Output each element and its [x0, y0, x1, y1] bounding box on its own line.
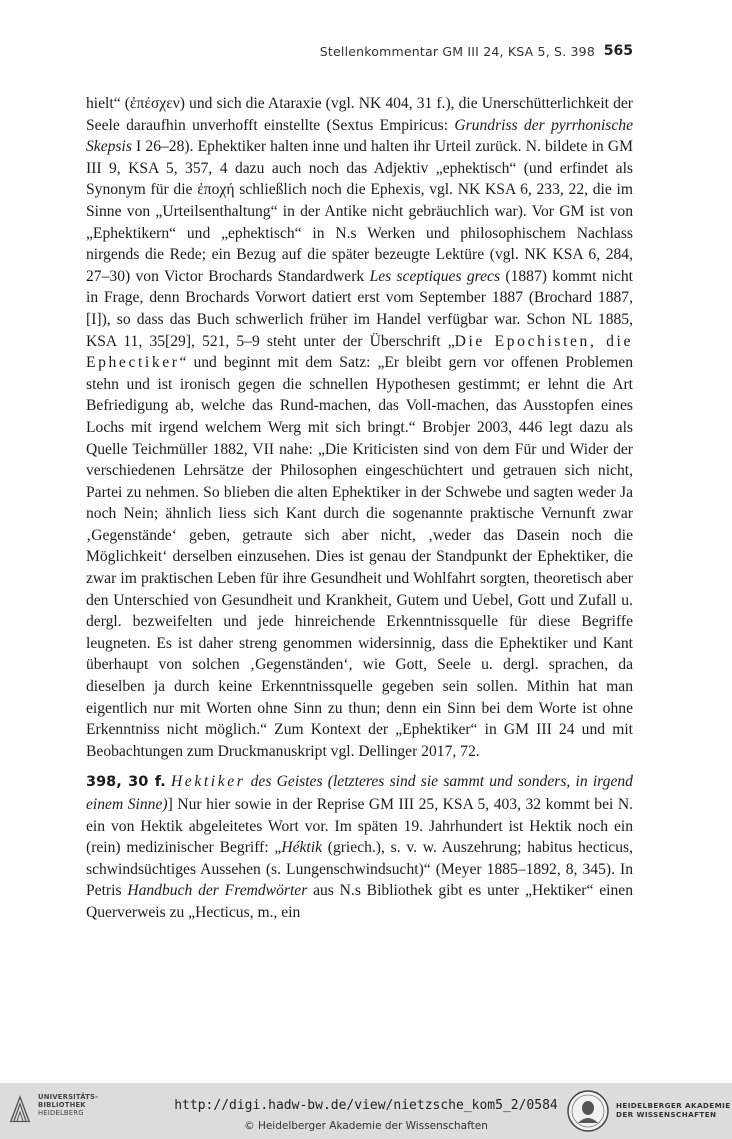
lemma-bracket: ] — [167, 796, 173, 813]
academy-name-line: HEIDELBERGER AKADEMIE — [616, 1101, 731, 1110]
text-run: I 26–28). Ephektiker halten inne und halten ihr Urteil zurück. N. bildete in GM III 9, KSA 5, 357, 4 dazu auch noch das Adjektiv „ephektisch“ (und erfindet als Synonym für die ἐποχή schließlich noch die Ephexis, vgl. NK KSA 6, 233, 22, die im Sinne von „Urteilsenthaltung“ in der Antike nicht gebräuchlich war). Vor GM ist von „Ephektikern“ und „ephektisch“ in N.s Werken und philosophischem Nachlass nirgends die Rede; ein Bezug auf die später bezeugte Lektüre (vgl. NK KSA 6, 284, 27–30) von Victor Brochards Standardwerk — [86, 138, 633, 285]
academy-name-line: DER WISSENSCHAFTEN — [616, 1110, 717, 1119]
permalink-url[interactable]: http://digi.hadw-bw.de/view/nietzsche_kom5_2/0584 — [174, 1098, 558, 1113]
paragraph-ephektiker — [86, 93, 633, 762]
library-name-line: UNIVERSITÄTS- — [38, 1093, 99, 1101]
lemma-reference: 398, 30 f. — [86, 774, 166, 791]
term-hektik: Héktik — [281, 839, 323, 857]
copyright-notice: © Heidelberger Akademie der Wissenschaften — [244, 1120, 488, 1132]
library-name-line: BIBLIOTHEK — [38, 1101, 86, 1109]
text-run: “ und beginnt mit dem Satz: „Er bleibt gern vor offenen Problemen stehn und ist ironisch gegen die schnellen Hypothesen gestimmt; er lehnt die Art Befriedigung ab, welche das Rund-machen, das Voll-machen, das Ausstopfen eines Lochs mit irgend welchem Werg mit sich bringt.“ Brobjer 2003, 446 legt dazu als Quelle Teichmüller 1882, VII nahe: „Die Kriticisten sind von dem Für und Wider der verschiedenen Lehrsätze der Philosophen eingeschüchtert und getrauen sich nicht, Partei zu nehmen. So blieben die alten Ephektiker in der Schwebe und sagten weder Ja noch Nein; ähnlich liess sich Kant durch die sogenannte praktische Vernunft zwar ‚Gegenstände‘ geben, getraute sich aber nicht, ‚weder das Dasein noch die Möglichkeit‘ derselben einzusehen. Dies ist genau der Standpunkt der Ephektiker, die zwar im praktischen Leben für ihre Gesundheit und Wohlfahrt sorgten, theoretisch aber den Unterschied von Gesundheit und Krankheit, Gutem und Uebel, Gott und Zufall u. dergl. bezweifelten und jede hinreichende Erkenntnissquelle für diese Begriffe leugneten. Es ist daher streng genommen widersinnig, dass die Ephektiker und Kant überhaupt von solchen ‚Gegenständen‘, wie Gott, Seele u. dergl. sprachen, da dieselben ja durch keine Erkenntnissquelle gegeben sein sollen. Mithin hat man eigentlich nur mit Worten ohne Sinn zu thun; denn ein Sinn bei dem Worte ist ohne Erkenntniss nicht möglich.“ Zum Kontext der „Ephektiker“ in GM III 24 und mit Beobachtungen zum Druckmanuskript vgl. Dellinger 2017, 72. — [86, 354, 633, 760]
text-run: (1887) kommt nicht in Frage, denn Brochards Vorwort datiert erst vom September 1887 (Brochard 1887, [I]), so dass das Buch schwerlich früher im Handel verfügbar war. Schon NL 1885, KSA 11, 35[29], 521, 5–9 steht unter der Überschrift „ — [86, 267, 634, 350]
work-title-handbuch: Handbuch der Fremdwörter — [127, 882, 308, 900]
lemma-spaced-word: Hektiker — [170, 773, 246, 791]
academy-name — [616, 1101, 731, 1119]
text-run: (griech.), s. v. w. Auszehrung; habitus hecticus, schwindsüchtiges Aussehen (s. Lungenschwindsucht)“ (Meyer 1885–1892, 8, 345). In Petris — [86, 839, 633, 900]
paragraph-hektiker — [86, 771, 633, 923]
academy-seal-icon — [566, 1089, 610, 1133]
text-run: hielt“ (ἐπέσχεν) und sich die Ataraxie (vgl. NK 404, 31 f.), die Unerschütterlichkeit der Seele daraufhin unverhofft einstellte (Sextus Empiricus: — [86, 95, 633, 134]
text-run: Nur hier sowie in der Reprise GM III 25, KSA 5, 403, 32 kommt bei N. ein von Hektik abgeleitetes Wort vor. Im späten 19. Jahrhundert ist Hektik noch ein (rein) medizinischer Begriff: „ — [86, 796, 634, 857]
work-title-sceptiques: Les sceptiques grecs — [369, 267, 501, 285]
page-number: 565 — [603, 43, 633, 59]
page-header — [86, 43, 633, 63]
spaced-heading-quote: Die Epochisten, die Ephectiker — [86, 332, 633, 372]
digitization-footer — [0, 1083, 732, 1139]
commentary-body — [86, 93, 633, 924]
work-title-grundriss: Grundriss der pyrrhonische Skepsis — [86, 116, 633, 156]
text-run: aus N.s Bibliothek gibt es unter „Hektiker“ einen Querverweis zu „Hecticus, m., ein — [86, 882, 633, 921]
library-name-line: HEIDELBERG — [38, 1109, 84, 1117]
running-title: Stellenkommentar GM III 24, KSA 5, S. 398 — [319, 44, 595, 59]
lemma-text: des Geistes (letzteres sind sie sammt und sonders, in irgend einem Sinne) — [86, 773, 633, 813]
